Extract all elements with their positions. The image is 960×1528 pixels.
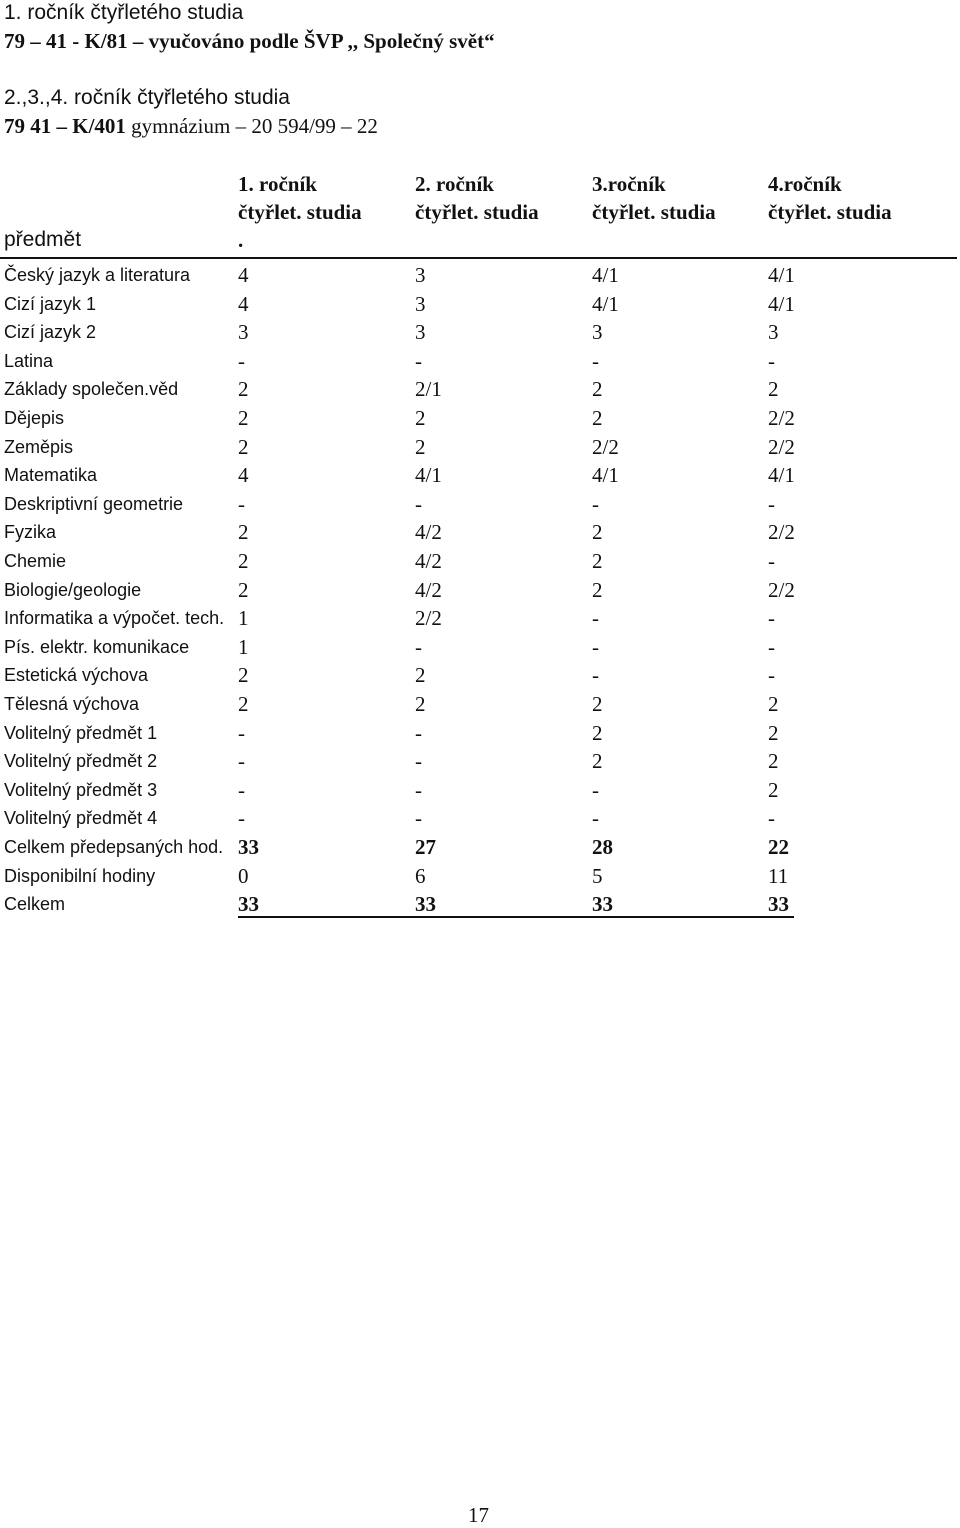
hours-cell-year-3: - [592,491,599,516]
subject-name: Volitelný předmět 2 [4,751,158,772]
hours-cell-year-1: - [238,806,245,831]
hours-cell-year-1: 3 [238,320,249,345]
hours-cell-year-1: 4 [238,263,249,287]
hours-cell-year-2: 2 [415,406,426,430]
hours-cell-year-1: 2 [238,406,249,430]
subject-name: Fyzika [4,522,57,543]
hours-cell-year-3: 2 [592,749,603,774]
subject-name: Chemie [4,551,67,571]
page-number: 17 [468,1503,489,1527]
hours-cell-year-1: - [238,720,245,745]
hours-cell-year-1: 1 [238,634,249,659]
column-header-2 [415,170,539,226]
hours-cell-year-2: 27 [415,835,436,859]
hours-cell-year-3: 2 [592,406,603,430]
table-row [0,746,960,775]
hours-cell-year-3: 2 [592,549,603,573]
header-line-3: 2.,3.,4. ročník čtyřletého studia [4,86,290,109]
table-row [0,689,960,718]
column-header-3-line2: čtyřlet. studia [592,200,716,224]
table-row [0,575,960,604]
hours-cell-year-2: 4/2 [415,520,442,545]
hours-cell-year-1: 2 [238,520,249,545]
subject-name: Estetická výchova [4,665,149,686]
hours-cell-year-3: - [592,606,599,631]
hours-cell-year-4: 33 [768,892,789,917]
hours-cell-year-3: 2 [592,377,603,402]
column-header-2-line1: 2. ročník [415,172,494,196]
hours-cell-year-4: 2 [768,777,779,802]
hours-cell-year-1: 2 [238,549,249,573]
hours-cell-year-1: 0 [238,863,249,888]
subject-name: Biologie/geologie [4,579,142,600]
hours-cell-year-3: 2 [592,520,603,545]
hours-cell-year-1: 2 [238,434,249,459]
hours-cell-year-4: - [768,549,775,573]
subject-name: Informatika a výpočet. tech. [4,608,225,629]
hours-cell-year-2: - [415,720,422,745]
hours-cell-year-2: 2 [415,434,426,459]
subject-name: Pís. elektr. komunikace [4,636,190,657]
hours-cell-year-2: - [415,806,422,831]
hours-cell-year-3: - [592,663,599,688]
hours-cell-year-4: 2 [768,377,779,402]
table-row [0,517,960,546]
hours-cell-year-1: 4 [238,291,249,316]
table-row [0,260,960,289]
header-line-1: 1. ročník čtyřletého studia [4,1,244,24]
subject-name: Volitelný předmět 4 [4,808,158,829]
hours-cell-year-3: 2 [592,577,603,602]
subject-name: Disponibilní hodiny [4,865,156,886]
table-row [0,489,960,518]
hours-cell-year-1: 2 [238,377,249,402]
subject-name: Celkem předepsaných hod. [4,837,224,857]
hours-cell-year-3: 2 [592,692,603,716]
hours-cell-year-2: 6 [415,863,426,888]
hours-cell-year-3: - [592,777,599,802]
table-row [0,317,960,346]
subject-name: Latina [4,350,54,371]
hours-cell-year-4: 4/1 [768,291,795,316]
hours-cell-year-1: - [238,749,245,774]
hours-cell-year-4: 2/2 [768,434,795,459]
hours-cell-year-4: - [768,663,775,688]
table-row [0,346,960,375]
hours-cell-year-1: 33 [238,835,259,859]
hours-cell-year-1: 1 [238,606,249,631]
hours-cell-year-3: 28 [592,835,613,859]
hours-cell-year-2: 3 [415,263,426,287]
hours-cell-year-4: 4/1 [768,263,795,287]
hours-cell-year-3: - [592,806,599,831]
subject-name: Cizí jazyk 2 [4,322,97,343]
subject-name: Cizí jazyk 1 [4,293,97,314]
column-header-1-line2: čtyřlet. studia [238,200,362,224]
hours-cell-year-3: 33 [592,892,613,917]
column-header-4-line1: 4.ročník [768,172,842,196]
column-header-4 [768,170,892,226]
hours-cell-year-3: 4/1 [592,263,619,287]
subject-name: Celkem [4,894,66,915]
hours-cell-year-3: 2 [592,720,603,745]
header-dot: . [238,228,244,252]
hours-cell-year-4: 3 [768,320,779,345]
hours-cell-year-4: - [768,491,775,516]
header-line-4 [4,114,378,139]
hours-cell-year-4: - [768,606,775,631]
hours-cell-year-1: 2 [238,663,249,688]
hours-cell-year-4: 22 [768,835,789,859]
hours-cell-year-2: - [415,491,422,516]
hours-cell-year-2: 2 [415,692,426,716]
table-row [0,889,960,918]
column-header-2-line2: čtyřlet. studia [415,200,539,224]
hours-cell-year-1: - [238,491,245,516]
hours-cell-year-4: 2 [768,692,779,716]
program-description: gymnázium – 20 594/99 – 22 [125,114,378,138]
column-header-1 [238,170,362,226]
column-header-4-line2: čtyřlet. studia [768,200,892,224]
table-row [0,718,960,747]
subject-name: Dějepis [4,408,65,428]
hours-cell-year-1: - [238,777,245,802]
subject-name: Matematika [4,465,98,486]
hours-cell-year-4: 11 [768,863,789,888]
column-header-3-line1: 3.ročník [592,172,666,196]
subject-name: Volitelný předmět 1 [4,722,158,743]
hours-cell-year-4: 2 [768,720,779,745]
hours-cell-year-3: 5 [592,863,603,888]
hours-cell-year-2: 33 [415,892,436,917]
hours-cell-year-3: 4/1 [592,463,619,488]
hours-cell-year-2: - [415,348,422,373]
subject-name: Zeměpis [4,436,74,457]
hours-cell-year-1: 33 [238,892,259,917]
hours-cell-year-2: 2/2 [415,606,442,631]
header-rule [0,257,957,259]
table-row [0,374,960,403]
hours-cell-year-1: 2 [238,577,249,602]
table-row [0,832,960,861]
hours-cell-year-2: - [415,749,422,774]
hours-cell-year-2: - [415,777,422,802]
subject-name: Základy společen.věd [4,379,179,400]
table-row [0,432,960,461]
hours-cell-year-1: - [238,348,245,373]
hours-cell-year-3: - [592,348,599,373]
hours-cell-year-4: 2/2 [768,577,795,602]
table-row [0,803,960,832]
table-row [0,546,960,575]
hours-cell-year-4: - [768,806,775,831]
column-header-1-line1: 1. ročník [238,172,317,196]
subject-column-header: předmět [4,228,82,251]
hours-cell-year-2: - [415,634,422,659]
table-row [0,861,960,890]
hours-cell-year-2: 4/2 [415,577,442,602]
hours-cell-year-2: 2/1 [415,377,442,402]
header-line-2: 79 – 41 - K/81 – vyučováno podle ŠVP ,, Společný svět“ [4,29,495,53]
table-row [0,632,960,661]
hours-cell-year-3: 3 [592,320,603,345]
table-row [0,660,960,689]
column-header-3 [592,170,716,226]
hours-cell-year-3: - [592,634,599,659]
hours-cell-year-2: 4/2 [415,549,442,573]
table-row [0,460,960,489]
hours-cell-year-4: 2 [768,749,779,774]
hours-cell-year-4: 2/2 [768,406,795,430]
program-code: 79 41 – K/401 [4,114,126,138]
table-row [0,289,960,318]
hours-cell-year-3: 4/1 [592,291,619,316]
table-row [0,603,960,632]
hours-cell-year-2: 4/1 [415,463,442,488]
hours-cell-year-4: 2/2 [768,520,795,545]
subject-name: Volitelný předmět 3 [4,779,158,800]
table-row [0,403,960,432]
hours-cell-year-2: 3 [415,291,426,316]
subject-name: Deskriptivní geometrie [4,493,184,514]
hours-cell-year-4: 4/1 [768,463,795,488]
hours-cell-year-3: 2/2 [592,434,619,459]
hours-cell-year-4: - [768,348,775,373]
hours-cell-year-1: 4 [238,463,249,488]
hours-cell-year-2: 2 [415,663,426,688]
hours-cell-year-1: 2 [238,692,249,716]
hours-cell-year-4: - [768,634,775,659]
total-row-underline [238,916,794,918]
table-row [0,775,960,804]
hours-cell-year-2: 3 [415,320,426,345]
subject-name: Tělesná výchova [4,694,140,714]
subject-name: Český jazyk a literatura [4,265,191,285]
